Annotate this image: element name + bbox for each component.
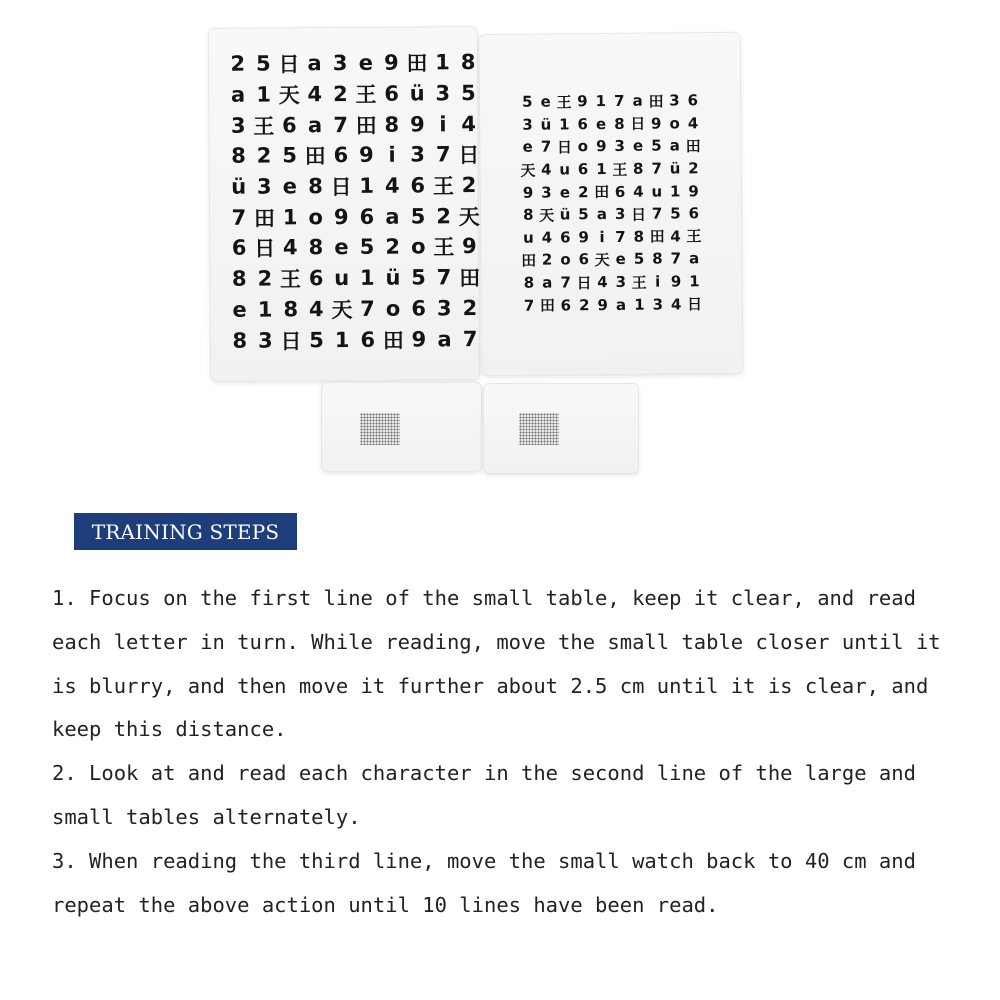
chart-character: 8 [308,235,324,260]
chart-row [226,231,482,263]
large-chart-grid [225,47,483,356]
chart-character: 6 [410,173,426,198]
chart-character: 3 [230,113,246,138]
chart-character: o [308,204,323,230]
chart-character: i [599,227,605,246]
chart-character: ü [669,159,681,178]
chart-character: 1 [669,182,681,201]
chart-character: 4 [670,227,681,246]
large-eye-chart-card [209,27,479,381]
chart-character: 2 [688,159,699,178]
chart-character: 3 [522,115,533,134]
chart-character: 4 [687,114,699,133]
chart-character: e [232,297,247,322]
chart-character: a [307,51,322,76]
small-eye-chart-card [480,33,743,375]
chart-character: 6 [282,113,297,138]
micro-print-pattern [360,413,400,445]
chart-character: 日 [630,115,646,134]
chart-character: 6 [411,296,427,321]
chart-character: 天 [594,250,610,270]
chart-character: 9 [411,326,427,352]
chart-character: 日 [631,205,647,224]
chart-character: 王 [432,174,455,199]
chart-character: a [596,205,607,224]
chart-character: 王 [355,82,377,107]
chart-character: 3 [256,174,272,199]
chart-character: 1 [359,265,375,291]
chart-character: 8 [231,266,247,291]
chart-character: 6 [560,295,572,315]
chart-character: 2 [462,295,478,321]
chart-character: e [282,174,298,199]
chart-character: 9 [383,50,399,76]
chart-character: 3 [410,142,426,167]
chart-character: 2 [461,173,477,198]
chart-character: 田 [594,183,610,202]
chart-character: i [388,143,396,168]
chart-character: 5 [359,235,375,260]
chart-character: 9 [578,228,589,247]
chart-character: 5 [670,204,681,223]
chart-character: u [334,266,350,291]
chart-row [518,134,702,158]
chart-character: 8 [614,114,625,133]
chart-character: 7 [540,138,552,157]
chart-character: 6 [577,160,589,179]
chart-character: e [540,92,551,111]
chart-character: 5 [521,92,533,112]
chart-character: 7 [333,112,349,137]
chart-character: 1 [256,82,272,107]
chart-character: u [651,182,663,201]
chart-character: 8 [633,227,645,246]
chart-character: 田 [382,328,404,353]
chart-character: 王 [433,235,455,260]
chart-character: u [523,228,534,247]
chart-character: ü [540,115,552,134]
chart-character: 3 [614,137,625,156]
chart-character: a [437,326,452,351]
chart-character: 田 [685,137,701,156]
chart-character: a [542,273,553,292]
chart-character: 4 [308,296,324,322]
chart-character: 9 [650,114,662,133]
chart-character: ü [231,174,247,199]
chart-character: 6 [308,266,324,291]
chart-character: 田 [253,206,276,231]
chart-character: 3 [669,91,680,110]
chart-character: 日 [687,295,703,314]
chart-character: e [334,235,349,260]
chart-character: 3 [615,272,627,292]
chart-character: 日 [458,143,480,168]
chart-character: ü [559,205,571,224]
chart-character: a [307,112,323,137]
chart-character: 9 [410,112,425,137]
chart-character: 4 [540,160,552,179]
chart-character: 6 [559,228,571,247]
chart-character: 4 [307,82,323,107]
chart-character: 5 [309,327,324,352]
chart-character: 王 [686,227,702,246]
chart-character: 3 [436,296,452,321]
chart-character: 2 [578,295,590,314]
chart-character: a [669,136,680,155]
chart-character: 6 [231,236,247,261]
chart-character: 7 [651,204,663,223]
chart-character: u [559,160,571,179]
chart-row [226,200,482,232]
chart-character: a [230,82,246,107]
chart-character: e [632,137,644,156]
chart-character: 4 [670,295,682,314]
chart-row [520,293,704,317]
chart-character: 7 [670,249,682,268]
chart-character: 7 [615,227,626,246]
chart-character: 1 [435,50,450,75]
chart-row [518,112,702,136]
chart-character: 4 [282,235,298,260]
chart-character: 6 [687,91,699,110]
chart-character: 1 [634,295,645,314]
chart-row [519,225,703,249]
training-steps-header: TRAINING STEPS [74,513,297,550]
chart-character: 2 [436,204,452,229]
chart-character: ü [409,81,425,106]
chart-character: 5 [256,51,271,76]
chart-character: 9 [333,204,349,229]
mini-chart-card-right [484,384,638,473]
chart-character: 2 [256,143,272,169]
chart-character: 5 [410,204,426,229]
chart-character: 田 [355,113,377,138]
chart-character: 8 [523,273,535,292]
chart-character: 王 [253,114,275,139]
chart-character: 日 [556,138,573,157]
chart-character: 4 [633,182,644,201]
chart-character: 9 [462,234,477,259]
chart-character: 5 [578,205,589,224]
chart-character: 3 [332,51,348,76]
chart-character: 1 [596,160,607,179]
chart-character: 2 [333,82,348,107]
chart-character: 田 [649,227,665,247]
chart-character: 1 [359,173,375,198]
chart-row [518,89,702,113]
chart-character: 3 [652,295,664,314]
chart-row [225,78,481,110]
chart-character: 7 [560,273,571,292]
chart-character: a [632,92,643,111]
chart-character: 日 [330,175,352,200]
chart-character: 6 [359,204,375,229]
chart-character: 天 [458,204,480,229]
chart-character: 7 [523,296,535,315]
chart-row [226,170,482,202]
chart-character: 9 [595,137,607,156]
chart-character: a [385,204,400,229]
chart-character: e [615,250,626,269]
step-2: 2. Look at and read each character in the second line of the large and small tables alternately. [52,761,916,829]
chart-character: 1 [689,272,700,291]
chart-character: 1 [558,115,570,134]
chart-character: 9 [522,183,534,202]
chart-character: 田 [539,296,556,315]
chart-character: 田 [648,92,664,111]
chart-character: 8 [460,50,476,75]
chart-character: 3 [257,328,273,353]
chart-character: o [560,250,571,269]
chart-character: 3 [435,81,451,106]
chart-character: 8 [232,328,248,353]
chart-character: e [595,114,607,134]
chart-character: e [358,51,373,76]
chart-character: o [669,114,680,133]
chart-character: 2 [257,266,273,291]
chart-character: 6 [578,250,590,269]
chart-character: 日 [278,52,300,77]
chart-character: 王 [631,273,647,292]
chart-character: 1 [282,205,298,230]
chart-character: 6 [577,115,588,134]
chart-row [519,202,703,226]
chart-character: 8 [632,159,644,178]
chart-character: 5 [411,265,426,290]
chart-character: i [654,272,661,291]
chart-character: 田 [406,51,428,76]
chart-row [519,180,703,204]
chart-character: 8 [231,144,246,169]
chart-character: 田 [459,266,481,291]
chart-character: 1 [595,92,607,111]
chart-character: 7 [436,265,452,290]
chart-character: 天 [539,206,555,225]
chart-character: 8 [652,250,663,269]
chart-character: 7 [462,326,478,351]
chart-character: 7 [651,159,662,178]
chart-character: 6 [688,204,700,223]
chart-character: 3 [541,183,552,202]
chart-character: 田 [521,251,537,270]
chart-character: 1 [257,297,273,322]
chart-character: 4 [384,173,400,198]
chart-character: 8 [384,112,400,137]
chart-row [520,270,704,294]
chart-character: 6 [360,327,376,352]
chart-row [226,139,482,171]
chart-character: 天 [331,297,353,322]
chart-row [227,323,483,355]
chart-row [227,293,483,325]
micro-print-pattern [519,413,559,445]
small-chart-grid [518,89,704,317]
chart-character: 4 [461,111,476,136]
chart-character: o [410,234,426,260]
chart-character: 6 [614,182,626,201]
chart-character: 5 [651,137,662,156]
chart-character: a [689,249,700,268]
chart-character: 5 [460,81,476,106]
chart-character: o [577,137,589,156]
step-1: 1. Focus on the first line of the small table, keep it clear, and read each letter in turn. While reading, move the small table closer until it is blurry, and then move it further about 2.5 cm until it is clear, and keep this distance. [52,586,941,742]
chart-row [519,247,703,271]
chart-character: 9 [597,295,608,314]
chart-row [225,47,481,79]
chart-character: o [385,296,401,321]
chart-character: 2 [541,250,553,270]
chart-character: 5 [282,143,298,168]
chart-character: 6 [384,81,399,106]
chart-character: 日 [280,328,302,353]
chart-character: e [522,138,533,157]
chart-character: 田 [304,144,326,169]
chart-character: 日 [254,236,276,262]
chart-character: 7 [613,92,625,111]
chart-character: 7 [435,142,451,167]
chart-character: 日 [576,273,592,292]
chart-character: 9 [670,272,682,291]
step-3: 3. When reading the third line, move the small watch back to 40 cm and repeat the above action until 10 lines have been read. [52,848,916,917]
chart-character: 7 [360,296,375,321]
chart-character: 王 [612,160,628,179]
chart-character: 4 [597,273,608,292]
chart-character: ü [385,265,401,290]
chart-character: 8 [522,205,534,225]
chart-character: e [559,183,571,202]
chart-character: 王 [279,267,302,292]
chart-row [226,262,482,294]
chart-character: a [615,295,627,314]
chart-character: 9 [577,92,588,111]
chart-character: 天 [520,161,536,180]
chart-character: 6 [333,143,349,168]
chart-character: 9 [688,181,699,200]
chart-row [519,157,703,181]
chart-row [225,108,481,140]
chart-character: 3 [614,205,626,224]
chart-character: 2 [230,52,246,77]
chart-character: 天 [278,83,300,108]
chart-character: 5 [633,250,645,269]
chart-character: 2 [577,182,589,201]
chart-character: 2 [385,235,401,260]
chart-character: i [439,112,447,137]
chart-character: 4 [541,228,553,247]
mini-chart-card-left [322,383,481,471]
chart-character: 9 [359,143,374,168]
chart-character: 7 [231,205,247,230]
chart-character: 王 [556,93,572,112]
chart-character: 8 [308,174,323,199]
training-steps-list [52,577,967,927]
chart-character: 8 [283,297,299,322]
chart-character: 1 [334,327,350,352]
